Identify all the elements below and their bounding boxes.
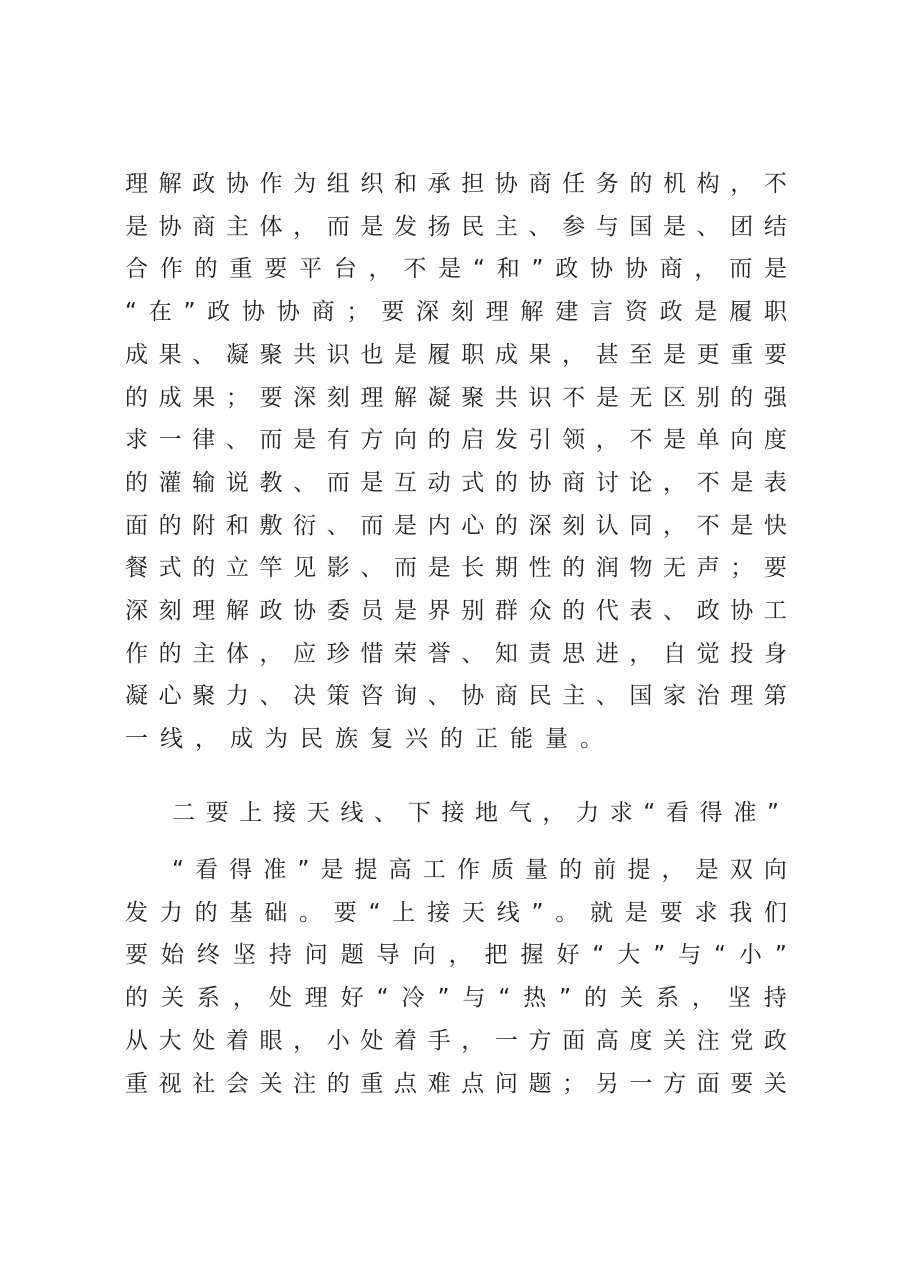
text-line: 凝 心 聚 力 、 决 策 咨 询 、 协 商 民 主 、 国 家 治 理 第: [125, 683, 787, 709]
text-line: 作 的 主 体 ， 应 珍 惜 荣 誉 、 知 责 思 进 ， 自 觉 投 身: [125, 641, 787, 667]
text-line: 一 线 ， 成 为 民 族 复 兴 的 正 能 量 。: [125, 726, 603, 752]
text-line: 是 协 商 主 体 ， 而 是 发 扬 民 主 、 参 与 国 是 、 团 结: [125, 214, 787, 240]
text-line: 的 关 系 ， 处 理 好 “ 冷 ” 与 “ 热 ” 的 关 系 ， 坚 持: [125, 985, 787, 1011]
text-line: 重 视 社 会 关 注 的 重 点 难 点 问 题 ； 另 一 方 面 要 关: [125, 1071, 787, 1097]
text-line: 发 力 的 基 础 。 要 “ 上 接 天 线 ” 。 就 是 要 求 我 们: [125, 900, 787, 926]
text-line: 餐 式 的 立 竿 见 影 、 而 是 长 期 性 的 润 物 无 声 ； 要: [125, 555, 787, 581]
text-line: 的 成 果 ； 要 深 刻 理 解 凝 聚 共 识 不 是 无 区 别 的 强: [125, 385, 787, 411]
text-line: “ 在 ” 政 协 协 商 ； 要 深 刻 理 解 建 言 资 政 是 履 职: [125, 299, 787, 325]
text-line: 要 始 终 坚 持 问 题 导 向 ， 把 握 好 “ 大 ” 与 “ 小 ”: [125, 942, 787, 968]
text-line: 面 的 附 和 敷 衍 、 而 是 内 心 的 深 刻 认 同 ， 不 是 快: [125, 513, 787, 539]
text-line: “ 看 得 准 ” 是 提 高 工 作 质 量 的 前 提 ， 是 双 向: [172, 857, 787, 883]
text-line: 合 作 的 重 要 平 台 ， 不 是 “ 和 ” 政 协 协 商 ， 而 是: [125, 256, 787, 282]
text-line: 求 一 律 、 而 是 有 方 向 的 启 发 引 领 ， 不 是 单 向 度: [125, 427, 787, 453]
text-line: 从 大 处 着 眼 ， 小 处 着 手 ， 一 方 面 高 度 关 注 党 政: [125, 1028, 787, 1054]
text-line: 成 果 、 凝 聚 共 识 也 是 履 职 成 果 ， 甚 至 是 更 重 要: [125, 342, 787, 368]
text-line: 二 要 上 接 天 线 、 下 接 地 气 ， 力 求 “ 看 得 准 ”: [172, 800, 779, 826]
text-line: 深 刻 理 解 政 协 委 员 是 界 别 群 众 的 代 表 、 政 协 工: [125, 598, 787, 624]
text-line: 的 灌 输 说 教 、 而 是 互 动 式 的 协 商 讨 论 ， 不 是 表: [125, 470, 787, 496]
text-line: 理 解 政 协 作 为 组 织 和 承 担 协 商 任 务 的 机 构 ， 不: [125, 171, 787, 197]
